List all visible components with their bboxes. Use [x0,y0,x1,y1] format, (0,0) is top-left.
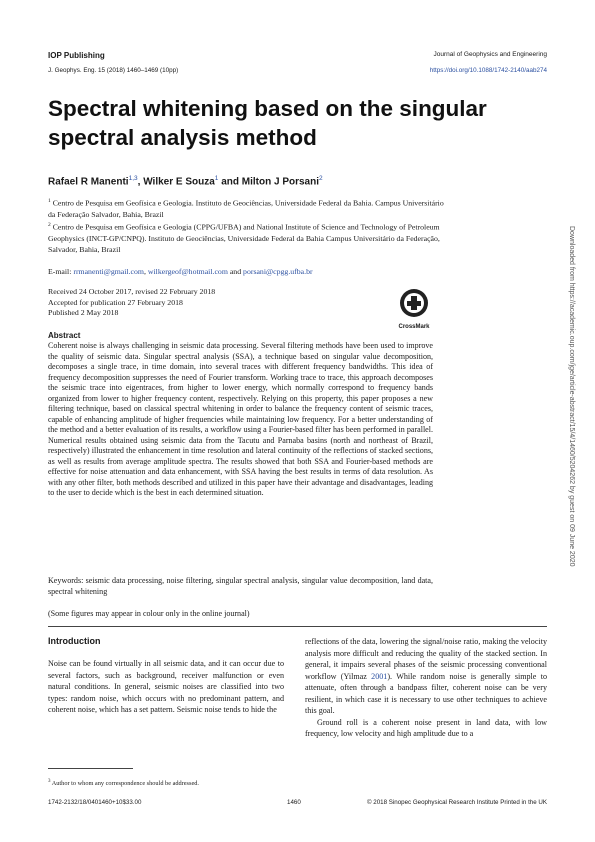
body-column-left [48,658,284,716]
section-heading-introduction: Introduction [48,636,101,646]
footnote [48,779,199,787]
email-separator: and [227,267,244,276]
received-date: Received 24 October 2017, revised 22 February 2018 [48,287,216,296]
copyright: © 2018 Sinopec Geophysical Research Institute Printed in the UK [367,799,547,806]
accepted-date: Accepted for publication 27 February 2018 [48,297,183,307]
abstract-text: Coherent noise is always challenging in seismic data processing. Several filtering methods have been used to improve the quality of seismic data. Singular spectral analysis (SSA), a technique based on singular value decomposition, decomposes a single trace, in time domain, into several traces with different frequency bandwidths. This idea of frequency decomposition suppresses the need of Fourier transform. Working trace to trace, this approach decomposes the seismic trace into eigentraces, from higher to lower energy, which normally correspond to frequency bands organized from lower to higher frequency content, respectively. Relying on this property, this paper proposes a new filtering technique, based on classical spectral whitening in order to balance the frequency content of seismic traces, capable of enhancing amplitude of higher frequencies while maintaining low frequency. For a better understanding of the method and a better evaluation of its results, a workflow using a Fourier-based filter has been performed in parallel. Numerical results obtained using seismic data from the Tacutu and Parnaba basins (north and northeast of Brazil, respectively) illustrated the enhancement in time resolution and lateral continuity of the reflections of stacked sections, as well as results from average amplitude spectra. The results showed that both SSA and Fourier-based methods are effective for noise attenuation and data enhancement, with SSA having the best results in terms of data resolution. As with any other filter, both methods described and utilized in this paper have their advantage and disadvantages, leading to the user to decide which is the best in each determined situation. [48,341,433,497]
issn-price: 1742-2132/18/0401460+10$33.00 [48,799,142,806]
keywords: Keywords: seismic data processing, noise filtering, singular spectral analysis, singular value decomposition, land data, spectral whitening [48,576,433,596]
paragraph-text: reflections of the data, lowering the signal/noise ratio, making the velocity analysis more difficult and reducing the quality of the stacked section. In general, it impairs several phases of the seismic processing conventional workflow (Yilmaz [305,637,547,681]
author-name: Milton J Porsani [241,176,319,188]
email-link[interactable]: wilkergeof@hotmail.com [147,267,228,276]
affiliation-text: Centro de Pesquisa em Geofísica e Geologia. Instituto de Geociências, Universidade Federal da Bahia. Campus Universitário da Federação Salvador, Bahia, Brazil [48,198,444,219]
download-watermark: Downloaded from https://academic.oup.com/jge/article-abstract/15/4/1460/5204262 by guest on 09 June 2020 [568,226,575,567]
email-line [48,267,313,276]
author-separator: , [137,176,144,188]
citation: J. Geophys. Eng. 15 (2018) 1460–1469 (10pp) [48,67,179,74]
email-label: E-mail: [48,267,74,276]
author-name: Rafael R Manenti [48,176,129,188]
affiliation-marker: 2 [48,222,51,228]
email-separator: , [143,267,148,276]
author-affiliation-marker[interactable]: 1,3 [128,175,138,182]
reference-link[interactable]: 2001 [371,671,388,681]
colour-note: (Some figures may appear in colour only in the online journal) [48,609,250,618]
published-date: Published 2 May 2018 [48,308,119,317]
affiliation [48,220,448,255]
footnote-marker: 3 [48,779,51,784]
footnote-divider [48,768,133,769]
crossmark-label: CrossMark [398,324,430,330]
history-dates [48,287,215,319]
paragraph [305,636,547,717]
author-separator: and [218,176,242,188]
paragraph-text: ). While random noise is generally simple to attenuate, often through a bandpass filter, coherent noise can be very resilient, in which case it is necessary to use other techniques to achieve this goal. [305,671,547,715]
paragraph: Noise can be found virtually in all seismic data, and it can occur due to several factors, such as background, receiver malfunction or even natural conditions. In general, seismic noises are classified into two types: random noise, which occurs with no predominant pattern, and coherent noise, which has a set pattern. Seismic noise tends to hide the [48,659,284,714]
author-list [48,175,323,187]
affiliation [48,196,448,220]
body-column-right [305,636,547,740]
doi-link[interactable]: https://doi.org/10.1088/1742-2140/aab274 [429,67,547,74]
author-affiliation-marker[interactable]: 2 [319,175,323,182]
author-name: Wilker E Souza [143,176,215,188]
footnote-text: Author to whom any correspondence should be addressed. [51,780,199,788]
affiliation-marker: 1 [48,198,51,204]
affiliation-text: Centro de Pesquisa em Geofísica e Geologia (CPPG/UFBA) and National Institute of Science and Technology of Petroleum Geophysics (INCT-GP/CNPQ). Instituto de Geociências, Universidade Federal da Bahia Campus Universitário da Federação, Salvador, Bahia, Brazil [48,222,440,254]
crossmark-icon [399,288,429,318]
email-link[interactable]: rrmanenti@gmail.com [73,267,144,276]
crossmark-badge[interactable] [394,288,434,330]
section-divider [48,626,547,627]
paragraph: Ground roll is a coherent noise present in land data, with low frequency, low velocity and high amplitude due to a [305,717,547,738]
author-affiliation-marker[interactable]: 1 [214,175,219,182]
paper-title: Spectral whitening based on the singular spectral analysis method [48,96,487,150]
publisher-logo-text: IOP Publishing [48,51,105,60]
abstract-heading: Abstract [48,331,81,340]
page-number: 1460 [287,799,301,806]
email-link[interactable]: porsani@cpgg.ufba.br [243,267,313,276]
journal-name: Journal of Geophysics and Engineering [433,51,547,58]
publisher-logo [48,51,105,60]
